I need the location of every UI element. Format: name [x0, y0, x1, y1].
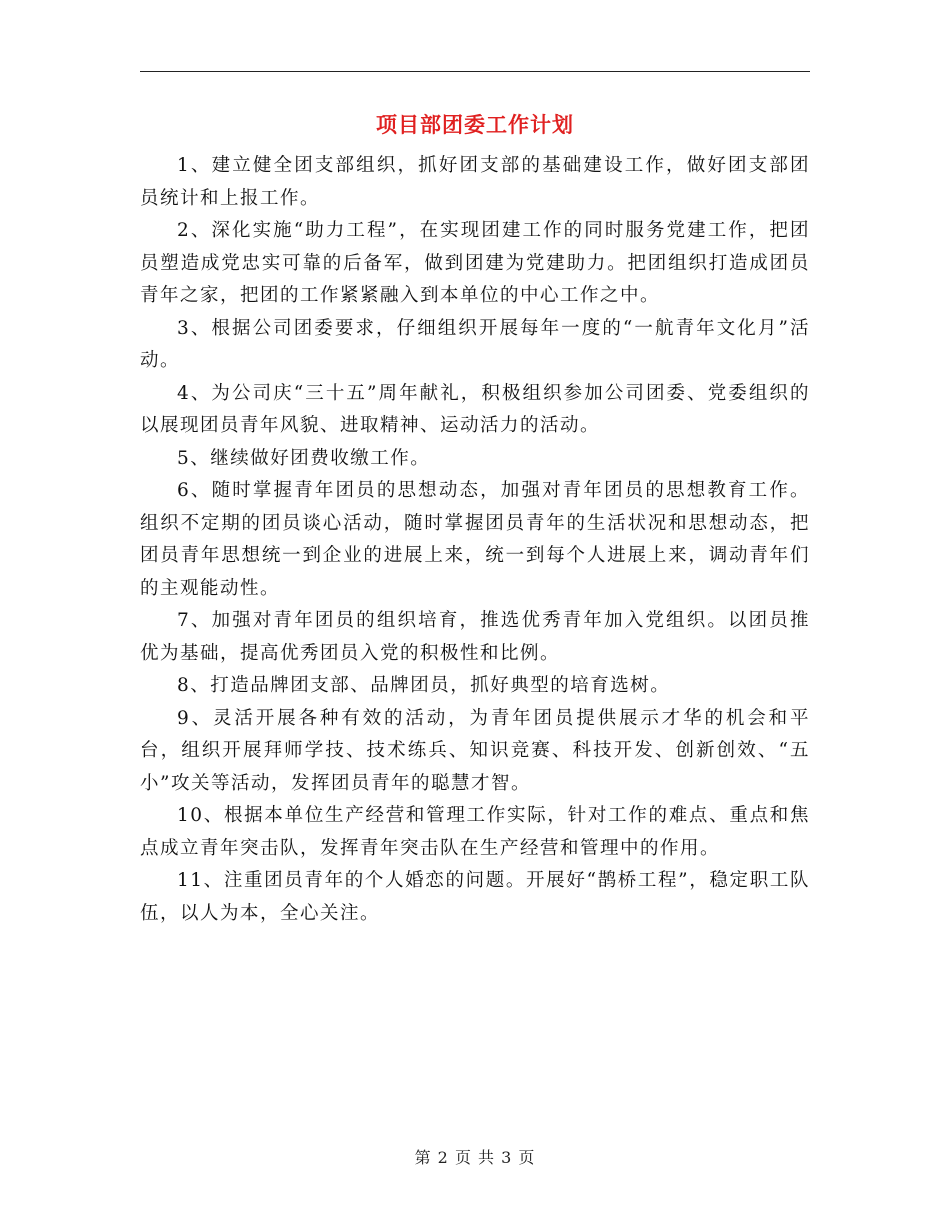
paragraph-11: 11、注重团员青年的个人婚恋的问题。开展好“鹊桥工程”，稳定职工队伍，以人为本，全心关注。 [140, 870, 810, 924]
document-title: 项目部团委工作计划 [376, 112, 574, 137]
page-number-footer: 第 2 页 共 3 页 [414, 1148, 536, 1167]
paragraph-10: 10、根据本单位生产经营和管理工作实际，针对工作的难点、重点和焦点成立青年突击队，发挥青年突击队在生产经营和管理中的作用。 [140, 805, 810, 859]
paragraph-1: 1、建立健全团支部组织，抓好团支部的基础建设工作，做好团支部团员统计和上报工作。 [140, 155, 810, 209]
paragraph-8: 8、打造品牌团支部、品牌团员，抓好典型的培育选树。 [177, 675, 671, 696]
paragraph-9: 9、灵活开展各种有效的活动，为青年团员提供展示才华的机会和平台，组织开展拜师学技、技术练兵、知识竞赛、科技开发、创新创效、“五小”攻关等活动，发挥团员青年的聪慧才智。 [140, 707, 810, 794]
paragraph-5: 5、继续做好团费收缴工作。 [177, 447, 431, 469]
paragraph-2: 2、深化实施“助力工程”，在实现团建工作的同时服务党建工作，把团员塑造成党忠实可靠的后备军，做到团建为党建助力。把团组织打造成团员青年之家，把团的工作紧紧融入到本单位的中心工作之中。 [140, 220, 810, 306]
document-body [140, 150, 810, 930]
paragraph-6: 6、随时掌握青年团员的思想动态，加强对青年团员的思想教育工作。组织不定期的团员谈心活动，随时掌握团员青年的生活状况和思想动态，把团员青年思想统一到企业的进展上来，统一到每个人进展上来，调动青年们的主观能动性。 [140, 480, 810, 599]
paragraph-4: 4、为公司庆“三十五”周年献礼，积极组织参加公司团委、党委组织的以展现团员青年风貌、进取精神、运动活力的活动。 [140, 382, 810, 436]
paragraph-3: 3、根据公司团委要求，仔细组织开展每年一度的“一航青年文化月”活动。 [140, 317, 810, 371]
header-rule [140, 71, 810, 72]
paragraph-7: 7、加强对青年团员的组织培育，推选优秀青年加入党组织。以团员推优为基础，提高优秀团员入党的积极性和比例。 [140, 610, 810, 664]
